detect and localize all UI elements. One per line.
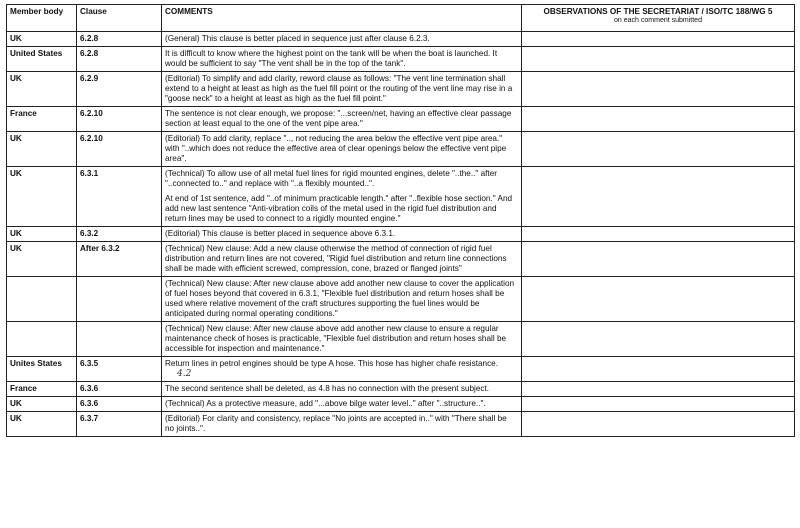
comment-paragraph: (Editorial) For clarity and consistency, replace "No joints are accepted in.." with "There shall be no joints..". — [165, 414, 507, 433]
comment-paragraph: (Technical) As a protective measure, add "...above bilge water level.." after "..structure..". — [165, 399, 486, 408]
table-row — [7, 242, 795, 277]
comment-cell — [162, 72, 522, 107]
comment-cell — [162, 242, 522, 277]
member-body-cell: UK — [7, 227, 77, 242]
observation-cell — [522, 107, 795, 132]
table-row — [7, 322, 795, 357]
table-row — [7, 72, 795, 107]
member-body-cell: UK — [7, 397, 77, 412]
comment-cell — [162, 132, 522, 167]
clause-cell: 6.3.1 — [77, 167, 162, 227]
comments-header: COMMENTS — [162, 5, 522, 32]
table-row — [7, 47, 795, 72]
member-body-cell: UK — [7, 32, 77, 47]
observation-cell — [522, 32, 795, 47]
table-row — [7, 167, 795, 227]
clause-cell: 6.2.9 — [77, 72, 162, 107]
comment-cell — [162, 322, 522, 357]
comment-paragraph: (Editorial) This clause is better placed in sequence above 6.3.1. — [165, 229, 396, 238]
table-row — [7, 277, 795, 322]
clause-cell — [77, 322, 162, 357]
clause-cell: 6.3.6 — [77, 397, 162, 412]
clause-cell: 6.3.2 — [77, 227, 162, 242]
table-row — [7, 412, 795, 437]
observation-cell — [522, 412, 795, 437]
table-row — [7, 357, 795, 382]
table-row — [7, 382, 795, 397]
clause-cell: 6.2.10 — [77, 132, 162, 167]
clause-cell: 6.2.8 — [77, 47, 162, 72]
member-body-cell: Unites States — [7, 357, 77, 382]
comment-cell — [162, 47, 522, 72]
clause-cell: 6.3.6 — [77, 382, 162, 397]
observation-cell — [522, 357, 795, 382]
comment-paragraph: (General) This clause is better placed in sequence just after clause 6.2.3. — [165, 34, 430, 43]
member-body-cell: UK — [7, 167, 77, 227]
comment-cell — [162, 397, 522, 412]
observation-cell — [522, 132, 795, 167]
observations-header — [522, 5, 795, 32]
observations-subtitle: on each comment submitted — [614, 17, 702, 24]
member-body-cell: UK — [7, 242, 77, 277]
comment-paragraph: (Technical) New clause: After new clause above add another new clause to ensure a regular maintenance check of hoses is practicable, "Flexible fuel distribution and return hoses shall be accessible for inspection and maintenance." — [165, 324, 507, 353]
observation-cell — [522, 72, 795, 107]
comments-sheet — [6, 4, 794, 524]
comment-paragraph: It is difficult to know where the highest point on the tank will be when the boat is launched. It would be sufficient to say "The vent shall be in the top of the tank". — [165, 49, 498, 68]
clause-cell: 6.3.5 — [77, 357, 162, 382]
comment-cell — [162, 412, 522, 437]
observation-cell — [522, 322, 795, 357]
comment-paragraph: Return lines in petrol engines should be type A hose. This hose has higher chafe resistance. — [165, 359, 499, 368]
clause-cell: 6.2.8 — [77, 32, 162, 47]
table-row — [7, 227, 795, 242]
table-row — [7, 32, 795, 47]
member-body-cell: UK — [7, 72, 77, 107]
handwritten-mark: 4.2 — [177, 369, 192, 379]
member-body-cell: France — [7, 107, 77, 132]
comment-cell — [162, 32, 522, 47]
header-row — [7, 5, 795, 32]
clause-cell: 6.3.7 — [77, 412, 162, 437]
comments-table-body — [7, 32, 795, 437]
clause-cell: After 6.3.2 — [77, 242, 162, 277]
member-body-cell: UK — [7, 412, 77, 437]
member-body-cell — [7, 322, 77, 357]
member-body-header: Member body — [7, 5, 77, 32]
observation-cell — [522, 397, 795, 412]
table-row — [7, 107, 795, 132]
observation-cell — [522, 47, 795, 72]
comment-cell — [162, 167, 522, 227]
table-row — [7, 397, 795, 412]
comment-paragraph: (Technical) New clause: Add a new clause otherwise the method of connection of rigid fuel distribution and return lines are not covered, "Rigid fuel distribution and return line connections shall be made with efficient screwed, compression, cone, brazed or flanged joints" — [165, 244, 507, 273]
comment-paragraph: (Editorial) To simplify and add clarity, reword clause as follows: "The vent line termination shall extend to a height at least as high as the fuel fill point or the routing of the vent line may rise in a "goose neck" to a height at least as high as the fuel fill point." — [165, 74, 513, 103]
clause-cell: 6.2.10 — [77, 107, 162, 132]
comment-paragraph: (Technical) To allow use of all metal fuel lines for rigid mounted engines, delete "..the.." after "..connected to.." and replace with "..a flexibly mounted..". — [165, 169, 497, 188]
comment-paragraph: At end of 1st sentence, add "..of minimum practicable length." after "..flexible hose section." And add new last sentence "Anti-vibration coils of the metal used in the rigid fuel distribution and return lines may be used to connect to a rigidly mounted engine." — [165, 194, 513, 223]
clause-cell — [77, 277, 162, 322]
comment-cell — [162, 357, 522, 382]
comment-paragraph: (Editorial) To add clarity, replace ".., not reducing the area below the effective vent pipe area." with "..which does not reduce the effective area of clear openings below the effective vent pipe area". — [165, 134, 507, 163]
comment-cell — [162, 277, 522, 322]
observation-cell — [522, 242, 795, 277]
member-body-cell: France — [7, 382, 77, 397]
observation-cell — [522, 167, 795, 227]
comment-cell — [162, 382, 522, 397]
member-body-cell: United States — [7, 47, 77, 72]
member-body-cell: UK — [7, 132, 77, 167]
comment-cell — [162, 107, 522, 132]
table-row — [7, 132, 795, 167]
comment-paragraph: (Technical) New clause: After new clause above add another new clause to cover the application of fuel hoses beyond that covered in 6.3.1, "Flexible fuel distribution and return hoses shall be used where relative movement of the craft structures supporting the fuel lines would be anticipated during normal operating conditions." — [165, 279, 515, 318]
comment-paragraph: The sentence is not clear enough, we propose: "...screen/net, having an effective clear passage section at least equal to the one of the vent pipe area." — [165, 109, 512, 128]
comments-table — [6, 4, 795, 437]
clause-header: Clause — [77, 5, 162, 32]
comment-cell — [162, 227, 522, 242]
member-body-cell — [7, 277, 77, 322]
comment-paragraph: The second sentence shall be deleted, as 4.8 has no connection with the present subject. — [165, 384, 490, 393]
observation-cell — [522, 277, 795, 322]
observations-title: OBSERVATIONS OF THE SECRETARIAT / ISO/TC 188/WG 5 — [543, 7, 773, 16]
observation-cell — [522, 382, 795, 397]
observation-cell — [522, 227, 795, 242]
